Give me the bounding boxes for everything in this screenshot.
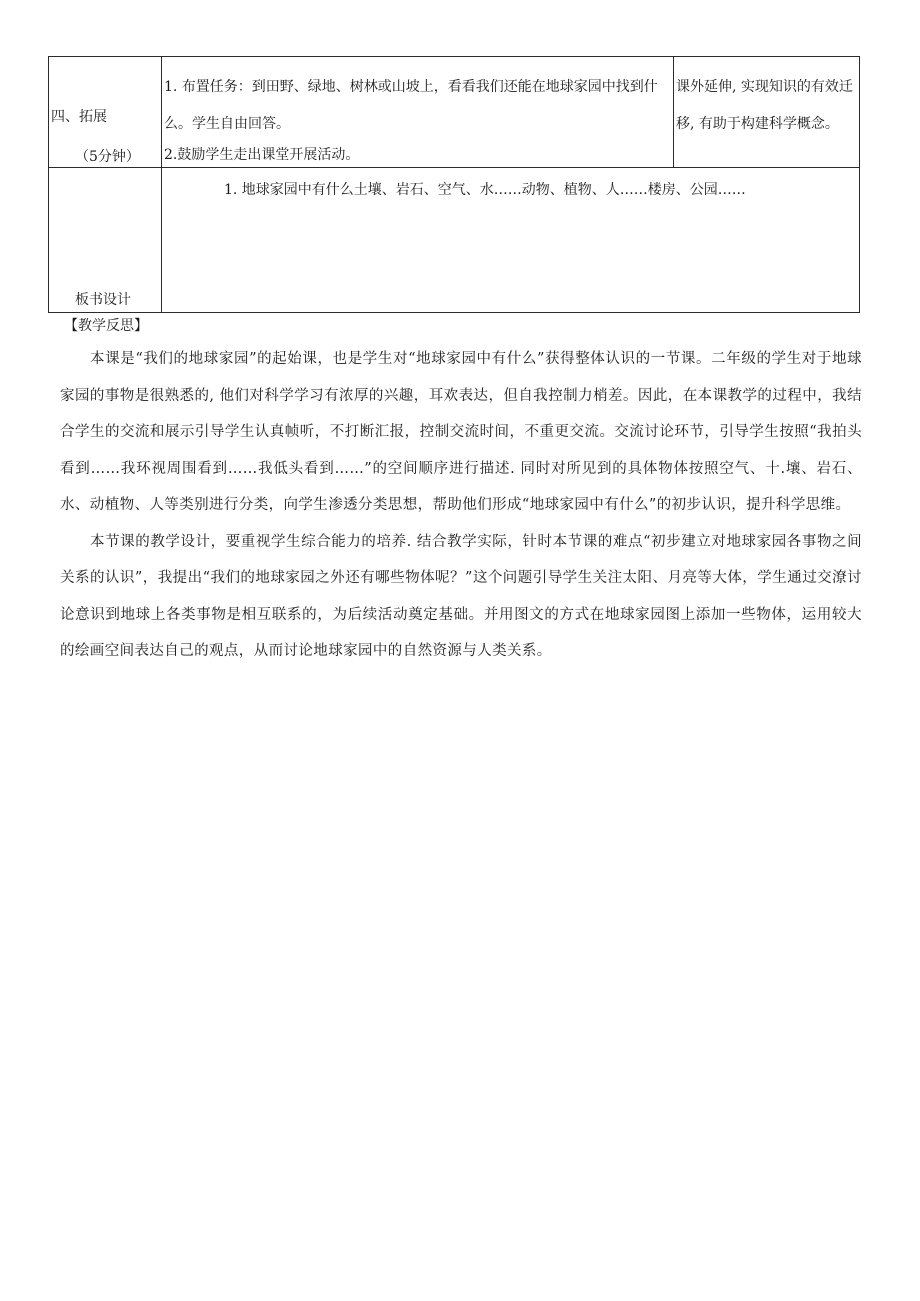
board-design-label: 板书设计 xyxy=(75,292,131,308)
board-label-cell xyxy=(49,168,162,313)
extension-row xyxy=(49,57,860,168)
board-content-cell xyxy=(162,168,860,313)
design-intent-cell xyxy=(674,57,860,168)
reflection-paragraph-1: 本课是“我们的地球家园”的起始课，也是学生对“地球家园中有什么”获得整体认识的一节课。二年级的学生对于地球家园的事物是很熟悉的, 他们对科学学习有浓厚的兴趣，耳欢表达，但自我控制力梢差。因此，在本课教学的过程中，我结合学生的交流和展示引导学生认真帧听，不打断汇报，控制交流时间，不重更交流。交流讨论环节，引导学生按照“我拍头看到……我环视周围看到……我低头看到……”的空间顺序进行描述. 同时对所见到的具体物体按照空气、十.壤、岩石、水、动植物、人等类别进行分类，向学生渗透分类思想，帮助他们形成“地球家园中有什么”的初步认识，提升科学思维。 xyxy=(60,351,862,513)
activity-cell xyxy=(162,57,674,168)
design-intent-text: 课外延伸, 实现知识的有效迁移, 有助于构建科学概念。 xyxy=(676,79,853,132)
lesson-plan-table xyxy=(48,56,860,313)
reflection-body xyxy=(60,341,862,670)
activity-item-2: 2.鼓励学生走出课堂开展活动。 xyxy=(164,147,360,163)
stage-time: （5分钟） xyxy=(75,149,140,165)
board-design-row xyxy=(49,168,860,313)
stage-cell xyxy=(49,57,162,168)
activity-item-1: 1. 布置任务：到田野、绿地、树林或山坡上，看看我们还能在地球家园中找到什么。学生自由回答。 xyxy=(164,79,658,132)
stage-name: 四、拓展 xyxy=(51,109,107,125)
reflection-paragraph-2: 本节课的教学设计，要重视学生综合能力的培养. 结合教学实际，针时本节课的难点“初步建立对地球家园各事物之间关系的认识”，我提出“我们的地球家园之外还有哪些物体呢？”这个问题引导学生关注太阳、月亮等大体，学生通过交潦讨论意识到地球上各类事物是相互联系的，为后续活动奠定基础。并用图文的方式在地球家园图上添加一些物体，运用较大的绘画空间表达自己的观点，从而讨论地球家园中的自然资源与人类关系。 xyxy=(60,533,862,659)
board-design-content: 1. 地球家园中有什么土壤、岩石、空气、水……动物、植物、人……楼房、公园…… xyxy=(224,182,746,198)
reflection-heading: 【教学反思】 xyxy=(64,318,148,334)
